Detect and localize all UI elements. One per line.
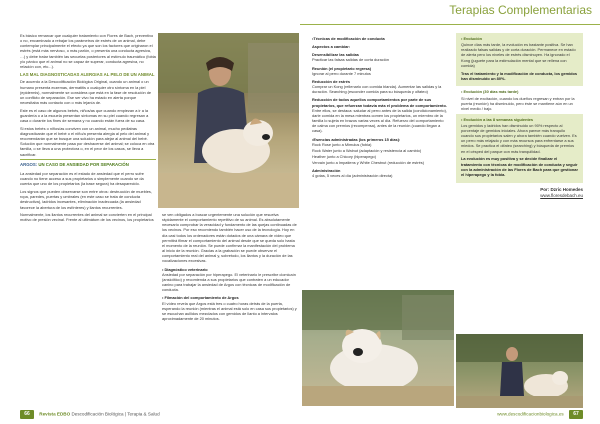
paragraph: Practicar las falsas salidas de corta duración — [312, 57, 389, 63]
photo-dog-outdoors — [302, 290, 454, 406]
bullet-title: • Diagnóstico veterinario — [162, 266, 208, 272]
footer-section: Descodificación Biológica | Terapia & Salud — [70, 411, 160, 417]
paragraph: Los signos que pueden observarse son entre otros: destrucción de muebles, ropa, paredes, puertas y umbrales (en este caso se trata de conducta destructiva), ladridos incesantes, eliminación inadecuada (la ansiedad favorece la abertura de los esfínteres) y llantos recurrentes. — [20, 189, 152, 210]
photo-walking-dog-illustration — [456, 334, 583, 408]
subheading: •Esencias administradas (los primeros 15 días): — [312, 136, 401, 142]
column-3 — [312, 33, 448, 288]
paragraph: Ignorar al perro durante 7 minutos — [312, 70, 371, 76]
evolution-title: • Evolución (30 días más tarde) — [461, 89, 519, 95]
section-divider — [20, 159, 156, 160]
page-number-right: 67 — [569, 410, 583, 419]
paragraph: Comprar un Kong (rellenarlo con comida blanda). Aumentar las salidas y la duración. Searching (esconder comida para su búsqueda y olfateo) — [312, 84, 442, 95]
paragraph: El vídeo revela que Argos está tres o cuatro horas detrás de la puerta, esperando la reunión (mientras el animal está solo en casa sus propietarios) y se escuchan aullidos mezclados con gemidos de llanto a intervalos aproximadamente de 20 minutos. — [162, 300, 297, 321]
essence-line: Vervain junto a Impatiens y White Chestnut (reducción de estrés) — [312, 160, 425, 166]
evolution-section-2 — [456, 86, 583, 111]
page-header — [0, 0, 600, 26]
paragraph: Este es el caso de algunos bebés, niños/as que cuando empiezan a ir a la guardería o a la escuela presentan síntomas en su piel cuando regresan a casa o durante los fines de semana y no cuando están fuera de su casa. — [20, 107, 149, 124]
paragraph: Si estos bebés o niños/as conviven con un animal, mucho pediatras diagnosticarán que el bebé o el niño/a presenta alergia al pelo del animal y recomendarán que se busque una solución para alejar al animal del bebé. Solución que normalmente pasa por deshacerse del animal; se coloca en otra familia, o se lleva a una protectora o, en el peor de los casos, se lleva a sacrificar. — [20, 125, 155, 157]
paragraph: Tras el tratamiento y la modificación de conducta, los gemidos han disminuido un 80%. — [461, 70, 578, 81]
footer-url[interactable]: www.descodificacionbiologica.es — [497, 411, 564, 417]
subheading: Aspectos a cambiar: — [312, 44, 351, 50]
paragraph: Normalmente, los llantos recurrentes del animal se convierten en el principal motivo de presión vecinal. Frente al ultimátum de los vecinos, los propietarios — [20, 212, 154, 223]
author-url[interactable]: www.floresdebach.eu — [540, 192, 583, 198]
column-2 — [162, 212, 298, 408]
footer-left — [20, 410, 300, 422]
argos-heading-rest: UN CASO DE ANSIEDAD POR SEPARACIÓN — [37, 162, 129, 168]
argos-heading — [20, 162, 156, 168]
paragraph: 4 gotas, 5 veces al día (administración directa) — [312, 173, 393, 179]
argos-heading-name: ARGOS: — [20, 162, 38, 168]
subheading: •Técnicas de modificación de conducta — [312, 36, 385, 41]
author: Por: Dzric Homedes — [540, 186, 583, 192]
evolution-title: • Evolución a las 8 semanas siguientes — [461, 116, 534, 122]
bullet-title: • Filmación del comportamiento de Argos — [162, 295, 239, 301]
header-divider — [300, 24, 600, 25]
subheading: Reunión (el propietario regresa) — [312, 65, 372, 71]
paragraph: Los gemidos y ladridos han disminuido un 90% respecto al porcentaje de gemidos iniciales. Ahora parece más tranquilo cuando sus propietarios salen y ahora también cuando vuelven. Es un perro más relajado y con más recursos para enfrentarse a sus miedos. Se practica el olfateo (searching) y búsqueda de premios en el césped del parque con más tranquilidad. — [461, 122, 577, 154]
paragraph: La evolución es muy positiva y se decide finalizar el tratamiento con técnicas de modificación de conducta y seguir con la administración de las Flores de Bach para que gestionar el hiperapego y la fobia. — [461, 156, 578, 177]
evolution-box — [456, 114, 583, 183]
paragraph: Entre ellos, se destaca: saludar al perro antes de la salida (condicionamiento), darle comida en la mesa mientras comen los propietarios, un miembro de la familia lo sujeta en brazos varias veces al día. Refuerzo del comportamiento de calma con premios (recompensa), antes de la reunión (cuando llegan a casa). — [312, 107, 447, 134]
subheading: Reducción de todos aquellos comportamientos por parte de sus propietarios, que refuerzan todavía más el problema de comportamiento. — [312, 97, 447, 108]
subheading: Reducción de estrés — [312, 78, 351, 84]
column-4 — [456, 33, 583, 333]
paragraph: Si nivel de excitación, cuando los dueños regresan y entran por la puerta (reunión) ha disminuido, pero éste se mantiene aún en un nivel medio / bajo. — [461, 95, 575, 111]
section-title: Terapias Complementarias — [449, 3, 592, 17]
paragraph: La ansiedad por separación es el estado de ansiedad que el perro sufre cuando no tiene acceso a sus propietarios o simplemente cuando se da cuenta que uno de los propietarios (la base segura) ha desaparecido. — [20, 171, 144, 187]
photo-owner-with-dog-illustration — [158, 33, 299, 208]
photo-owner-with-dog — [158, 33, 299, 208]
allergy-heading: LAS MAL DIAGNOSTICADAS ALERGIAS AL PELO DE UN ANIMAL — [20, 71, 155, 77]
evolution-box — [456, 33, 583, 86]
intro-paragraph: Es básico remarcar que cualquier tratamiento con Flores de Bach, preventivo o no, encaminado a rebajar los parámetros de estrés de un animal, debe contemplar principalmente el efecto ya que son los factores que originaron el estrés (está más nervioso, o más parlón, o presenta una conducta agresiva, …) y debe tratar también las secuelas posteriores al estímulo traumático (fobia y/o pánico que el animal no se capaz de superar, conducta agresiva, no relación con, etc...). — [20, 33, 156, 69]
paragraph: se ven obligados a buscar urgentemente una solución que resuelva rápidamente el comportamiento repetitivo de su animal. Es absolutamente necesario comprobar la veracidad y fundamento de las quejas continuadas de los vecinos. Por eso recomiendo también hacer uso de la tecnología. Hoy en día casi todos los ordenadores están dotados de una cámara de vídeo que permitirá filmar el comportamiento del animal desde que se queda solo hasta el momento de la reunión. Se puede confirmar la manifestación del problema al inicio de la reunión. Gracias a la grabación se puede observar el comportamiento real del animal y, sobretodo, los llantos y la duración de las vocalizaciones excesivas. — [162, 212, 297, 264]
paragraph: Quince días más tarde, la evolución es bastante positiva. Se han realizado falsas salidas y de corta duración. Permanece en estado de alerta pero los niveles de estrés disminuyen. Ha ignorado el Kong (juguete para la estimulación mental que se rellena con comida) — [461, 42, 576, 68]
essence-line: Heather junto a Chicory (hiperapego) — [312, 153, 377, 159]
magazine-name: Revista EDBO — [39, 411, 71, 417]
photo-dog-outdoors-illustration — [302, 290, 454, 406]
essence-line: Rock Rose junto a Mimulus (fobia) — [312, 141, 372, 147]
paragraph: De acuerdo a la Descodificación Biológica Original, cuando un animal o un humano presenta eczemas, dermatitis o cualquier otro síntoma en la piel (epidermis), normalmente se considera que está en la fase de resolución de un conflicto de separación. Ese ser vivo ha estado en alerta porque necesitaba más contacto con o más lejanía de. — [20, 79, 152, 105]
column-1 — [20, 33, 156, 407]
page-number-left: 66 — [20, 410, 34, 419]
subheading: Desensibilizar las salidas — [312, 52, 359, 58]
evolution-title: • Evolución — [461, 36, 483, 41]
subheading: Administración — [312, 168, 341, 174]
essence-line: Rock Water junto a Walnut (adaptación y resistencia al cambio) — [312, 147, 422, 153]
footer-right — [330, 410, 583, 422]
paragraph: Ansiedad por separación por hiperapego. El veterinario le prescribe clomicaín (ansiolítico) y recomienda a sus propietarios que contraten a un educador canino para trabajar la ansiedad de Argos con técnicas de modificación de conducta. — [162, 271, 296, 293]
photo-walking-dog — [456, 334, 583, 408]
